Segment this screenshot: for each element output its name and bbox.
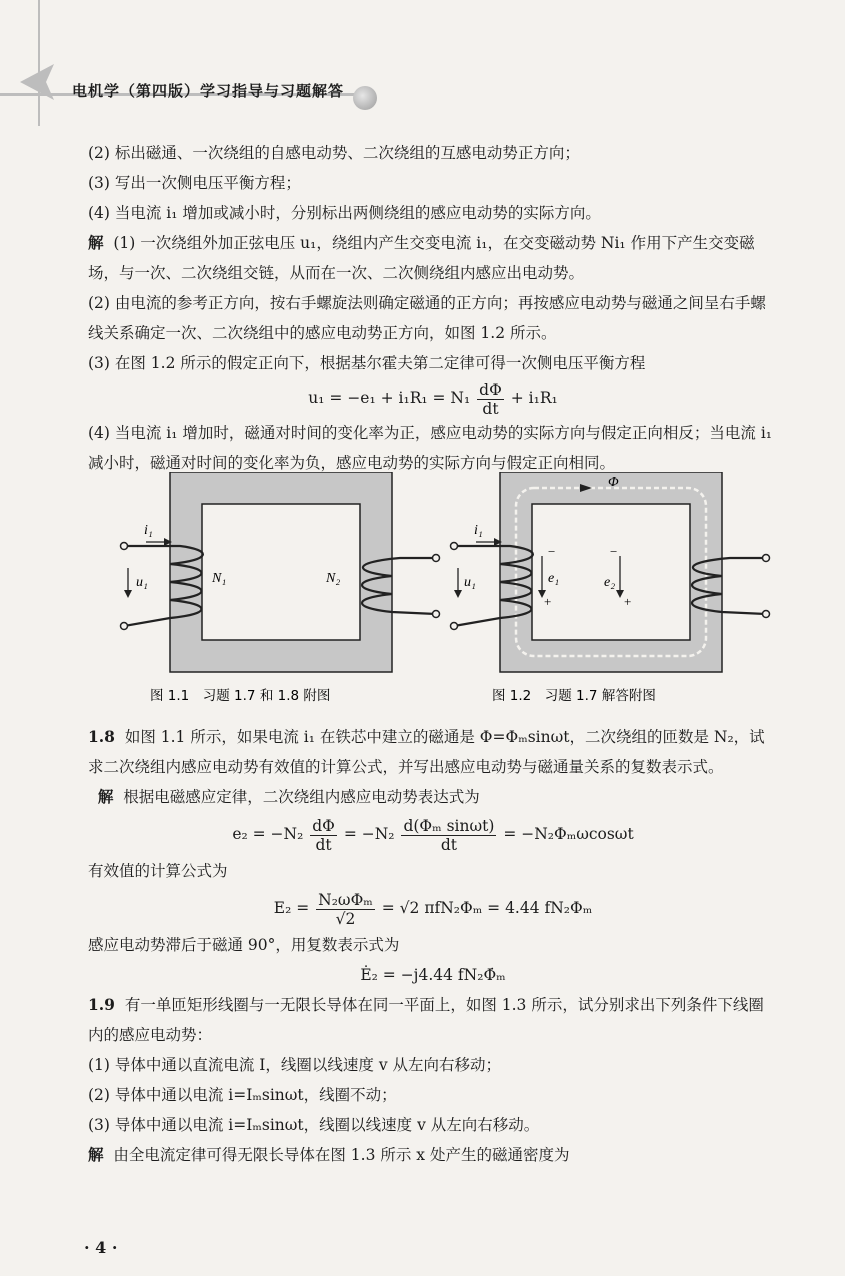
fig2-label-u1: u₁ — [464, 575, 476, 590]
problem-item-3: (3) 写出一次侧电压平衡方程； — [88, 174, 301, 192]
eq-fraction — [477, 381, 504, 418]
page-body — [88, 138, 778, 478]
eq1-a: e₂ = −N₂ — [232, 825, 304, 843]
solution-1-9 — [88, 1140, 778, 1170]
problem-text: 如图 1.1 所示，如果电流 i₁ 在铁芯中建立的磁通是 Φ=Φₘsinωt，二次绕组的匝数是 N₂，试求二次绕组内感应电动势有效值的计算公式，并写出感应电动势与磁通量关系的复数表示式。 — [88, 728, 765, 776]
voltage-balance-equation — [88, 378, 778, 418]
eq-num: dΦ — [479, 380, 502, 399]
solution-label: 解 — [88, 233, 104, 252]
problem-1-9-item-2: (2) 导体中通以电流 i=Iₘsinωt，线圈不动； — [88, 1086, 397, 1104]
eq1-frac1-num: dΦ — [312, 816, 335, 835]
eq2-frac — [316, 891, 375, 928]
phasor-equation: Ė₂ = −j4.44 fN₂Φ̇ₘ — [360, 966, 506, 984]
problem-1-9-item-3: (3) 导体中通以电流 i=Iₘsinωt，线圈以线速度 v 从左向右移动。 — [88, 1116, 540, 1134]
running-header-title: 电机学（第四版）学习指导与习题解答 — [72, 82, 345, 100]
eq-right: + i₁R₁ — [510, 389, 558, 407]
eq1-frac2-den: dt — [440, 835, 457, 854]
eq1-frac2-num: d(Φₘ sinωt) — [403, 816, 495, 835]
fig1-label-u1: u₁ — [136, 575, 148, 590]
solution-1-7-part2: (2) 由电流的参考正方向，按右手螺旋法则确定磁通的正方向；再按感应电动势与磁通之间呈右手螺线关系确定一次、二次绕组中的感应电动势正方向，如图 1.2 所示。 — [88, 294, 766, 342]
figure-1-1-caption: 图 1.1 习题 1.7 和 1.8 附图 — [150, 688, 331, 704]
figure-1-1 — [121, 472, 440, 672]
solution-1-7-part3: (3) 在图 1.2 所示的假定正向下，根据基尔霍夫第二定律可得一次侧电压平衡方程 — [88, 354, 646, 372]
page-number: · 4 · — [84, 1238, 118, 1257]
problem-number: 1.9 — [88, 995, 115, 1014]
solution-1-7-part4: (4) 当电流 i₁ 增加时，磁通对时间的变化率为正，感应电动势的实际方向与假定正向相反；当电流 i₁ 减小时，磁通对时间的变化率为负，感应电动势的实际方向与假定正向相同。 — [88, 424, 773, 472]
fig2-label-e2: e₂ — [604, 575, 616, 590]
solution-label: 解 — [88, 1145, 104, 1164]
figure-1-2-caption: 图 1.2 习题 1.7 解答附图 — [492, 688, 656, 704]
eq1-b: = −N₂ — [343, 825, 395, 843]
fig2-plus-secondary: + — [624, 594, 632, 609]
fig1-label-i1: i₁ — [144, 523, 153, 538]
fig2-minus-primary: − — [548, 544, 556, 559]
eq2-a: E₂ = — [273, 899, 310, 917]
eq1-c: = −N₂Φₘωcosωt — [503, 825, 634, 843]
solution-label: 解 — [97, 787, 114, 806]
fig2-plus-primary: + — [544, 594, 552, 609]
solution-text: 根据电磁感应定律，二次绕组内感应电动势表达式为 — [123, 788, 480, 806]
eq2-b: = √2 πfN₂Φₘ = 4.44 fN₂Φₘ — [381, 899, 593, 917]
header-dot-icon — [353, 86, 377, 110]
eq-left: u₁ = −e₁ + i₁R₁ = N₁ — [308, 389, 471, 407]
problem-1-9 — [88, 990, 778, 1050]
problem-1-8 — [88, 722, 778, 782]
eq-den: dt — [482, 399, 499, 418]
eq2-frac-den: √2 — [335, 909, 356, 928]
fig1-label-N2: N₂ — [326, 571, 341, 586]
eq1-frac1-den: dt — [315, 835, 332, 854]
solution-text: (1) 一次绕组外加正弦电压 u₁，绕组内产生交变电流 i₁，在交变磁动势 Ni₁ 作用下产生交变磁场，与一次、二次绕组交链，从而在一次、二次侧绕组内感应出电动势。 — [88, 234, 755, 282]
page-body-lower — [88, 722, 778, 1170]
problem-text: 有一单匝矩形线圈与一无限长导体在同一平面上，如图 1.3 所示，试分别求出下列条件下线圈内的感应电动势： — [88, 996, 764, 1044]
problem-number: 1.8 — [88, 727, 115, 746]
figures-area — [100, 472, 790, 712]
fig1-label-N1: N₁ — [212, 571, 227, 586]
eq2-frac-num: N₂ωΦₘ — [318, 890, 373, 909]
fig2-label-i1: i₁ — [474, 523, 483, 538]
emf-equation — [88, 812, 778, 856]
eq1-frac1 — [310, 817, 337, 854]
problem-item-2: (2) 标出磁通、一次绕组的自感电动势、二次绕组的互感电动势正方向； — [88, 144, 580, 162]
solution-1-7-part1 — [88, 228, 778, 288]
fig2-minus-secondary: − — [610, 544, 618, 559]
problem-item-4: (4) 当电流 i₁ 增加或减小时，分别标出两侧绕组的感应电动势的实际方向。 — [88, 204, 601, 222]
solution-1-8-intro — [88, 782, 778, 812]
rms-equation — [88, 886, 778, 930]
figure-1-2 — [451, 472, 770, 672]
fig2-label-phi: Φ — [608, 475, 619, 490]
problem-1-9-item-1: (1) 导体中通以直流电流 I，线圈以线速度 v 从左向右移动； — [88, 1056, 502, 1074]
eq1-frac2 — [401, 817, 496, 854]
header-arrow-icon — [20, 62, 60, 102]
fig2-label-e1: e₁ — [548, 571, 560, 586]
solution-1-8-phasor-intro: 感应电动势滞后于磁通 90°，用复数表示式为 — [88, 936, 400, 954]
solution-1-8-rms-intro: 有效值的计算公式为 — [88, 862, 228, 880]
solution-text: 由全电流定律可得无限长导体在图 1.3 所示 x 处产生的磁通密度为 — [113, 1146, 570, 1164]
